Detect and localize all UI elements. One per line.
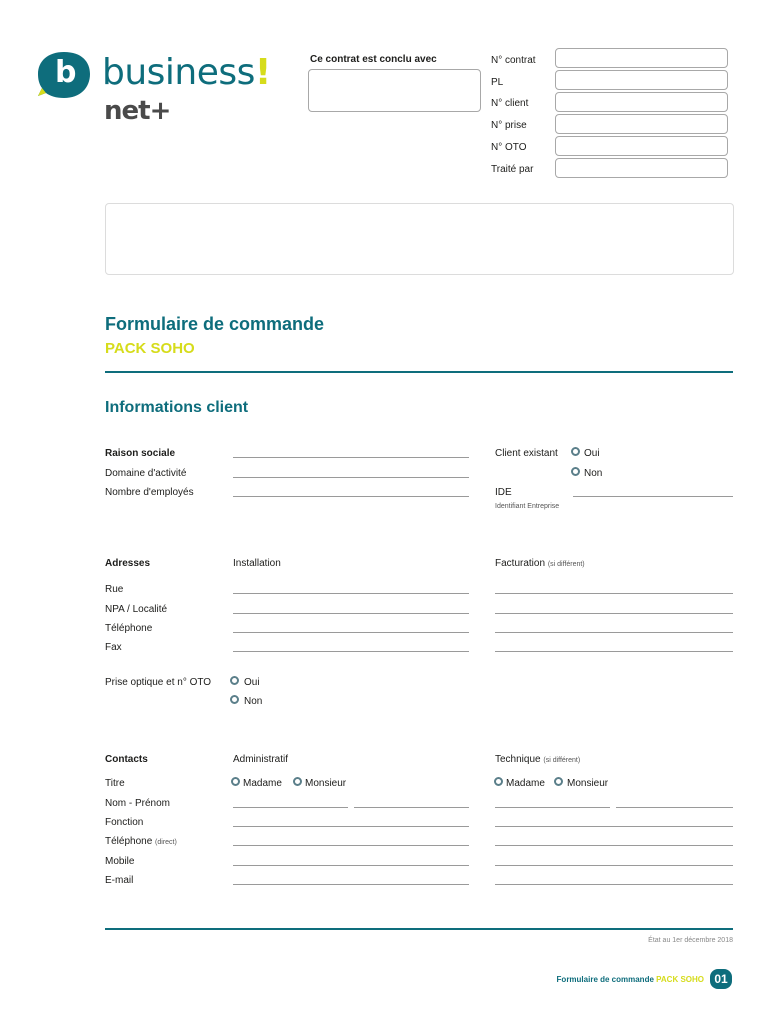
fax-installation-field[interactable] bbox=[233, 651, 469, 652]
rue-label: Rue bbox=[105, 584, 124, 595]
technique-heading-text: Technique bbox=[495, 754, 541, 765]
client-existant-non-label: Non bbox=[584, 468, 603, 479]
facturation-heading bbox=[495, 558, 585, 569]
technique-heading bbox=[495, 754, 580, 765]
client-number-label: N° client bbox=[491, 98, 529, 109]
logo-word-text: business bbox=[102, 52, 255, 93]
tech-madame-label: Madame bbox=[506, 778, 545, 789]
prise-oui-radio[interactable] bbox=[230, 676, 239, 685]
npa-installation-field[interactable] bbox=[233, 613, 469, 614]
tech-fonction-field[interactable] bbox=[495, 826, 733, 827]
notes-box[interactable] bbox=[105, 203, 734, 275]
prise-oui-label: Oui bbox=[244, 677, 260, 688]
contract-number-field[interactable] bbox=[555, 48, 728, 68]
contract-label: Ce contrat est conclu avec bbox=[310, 54, 437, 65]
oto-number-field[interactable] bbox=[555, 136, 728, 156]
admin-fonction-field[interactable] bbox=[233, 826, 469, 827]
client-existant-non-radio[interactable] bbox=[571, 467, 580, 476]
admin-madame-label: Madame bbox=[243, 778, 282, 789]
email-label: E-mail bbox=[105, 875, 134, 886]
fax-facturation-field[interactable] bbox=[495, 651, 733, 652]
admin-prenom-field[interactable] bbox=[354, 807, 469, 808]
admin-madame-radio[interactable] bbox=[231, 777, 240, 786]
contract-with-field[interactable] bbox=[308, 69, 481, 112]
administratif-heading: Administratif bbox=[233, 754, 289, 765]
adresses-heading: Adresses bbox=[105, 558, 151, 569]
admin-telephone-field[interactable] bbox=[233, 845, 469, 846]
admin-monsieur-label: Monsieur bbox=[305, 778, 347, 789]
admin-nom-field[interactable] bbox=[233, 807, 348, 808]
employes-label: Nombre d'employés bbox=[105, 487, 194, 498]
tech-telephone-field[interactable] bbox=[495, 845, 733, 846]
contact-telephone-label bbox=[105, 836, 177, 847]
telephone-facturation-field[interactable] bbox=[495, 632, 733, 633]
contact-telephone-text: Téléphone bbox=[105, 836, 153, 847]
treated-by-label: Traité par bbox=[491, 164, 534, 175]
tech-nom-field[interactable] bbox=[495, 807, 610, 808]
employes-field[interactable] bbox=[233, 496, 469, 497]
client-existant-oui-radio[interactable] bbox=[571, 447, 580, 456]
logo-exclaim: ! bbox=[254, 52, 271, 93]
contact-telephone-note: (direct) bbox=[155, 839, 177, 846]
pl-label: PL bbox=[491, 77, 504, 88]
sub-logo: net+ bbox=[104, 96, 171, 126]
raison-sociale-label: Raison sociale bbox=[105, 448, 176, 459]
page-title: Formulaire de commande bbox=[105, 314, 325, 334]
footer-etat: État au 1er décembre 2018 bbox=[648, 937, 733, 944]
client-existant-label: Client existant bbox=[495, 448, 558, 459]
admin-monsieur-radio[interactable] bbox=[293, 777, 302, 786]
oto-number-label: N° OTO bbox=[491, 142, 527, 153]
footer-doc-name: Formulaire de commande bbox=[556, 975, 654, 984]
contract-number-label: N° contrat bbox=[491, 55, 536, 66]
footer-doc-title bbox=[557, 975, 704, 984]
brand-logo bbox=[36, 50, 276, 130]
technique-note: (si différent) bbox=[543, 757, 581, 764]
prise-non-radio[interactable] bbox=[230, 695, 239, 704]
nom-label: Nom - Prénom bbox=[105, 798, 171, 809]
prise-non-label: Non bbox=[244, 696, 263, 707]
tech-monsieur-label: Monsieur bbox=[567, 778, 609, 789]
tech-mobile-field[interactable] bbox=[495, 865, 733, 866]
treated-by-field[interactable] bbox=[555, 158, 728, 178]
tech-prenom-field[interactable] bbox=[616, 807, 733, 808]
pl-field[interactable] bbox=[555, 70, 728, 90]
admin-email-field[interactable] bbox=[233, 884, 469, 885]
tech-email-field[interactable] bbox=[495, 884, 733, 885]
domaine-field[interactable] bbox=[233, 477, 469, 478]
titre-label: Titre bbox=[105, 778, 125, 789]
page-number-badge: 01 bbox=[710, 969, 732, 989]
prise-number-label: N° prise bbox=[491, 120, 527, 131]
title-divider bbox=[105, 371, 733, 373]
contacts-heading: Contacts bbox=[105, 754, 148, 765]
fonction-label: Fonction bbox=[105, 817, 144, 828]
footer-divider bbox=[105, 928, 733, 930]
ide-field[interactable] bbox=[573, 496, 733, 497]
logo-word bbox=[102, 52, 271, 93]
client-existant-oui-label: Oui bbox=[584, 448, 600, 459]
facturation-heading-text: Facturation bbox=[495, 558, 546, 569]
footer-doc-pack: PACK SOHO bbox=[656, 975, 704, 984]
client-number-field[interactable] bbox=[555, 92, 728, 112]
raison-sociale-field[interactable] bbox=[233, 457, 469, 458]
npa-facturation-field[interactable] bbox=[495, 613, 733, 614]
installation-heading: Installation bbox=[233, 558, 281, 569]
ide-sublabel: Identifiant Entreprise bbox=[495, 503, 560, 510]
rue-facturation-field[interactable] bbox=[495, 593, 733, 594]
npa-label: NPA / Localité bbox=[105, 604, 168, 615]
prise-number-field[interactable] bbox=[555, 114, 728, 134]
telephone-label: Téléphone bbox=[105, 623, 153, 634]
facturation-note: (si différent) bbox=[547, 561, 585, 568]
admin-mobile-field[interactable] bbox=[233, 865, 469, 866]
fax-label: Fax bbox=[105, 642, 122, 653]
page-subtitle: PACK SOHO bbox=[105, 340, 195, 357]
mobile-label: Mobile bbox=[105, 856, 135, 867]
tech-monsieur-radio[interactable] bbox=[554, 777, 563, 786]
client-section-heading: Informations client bbox=[105, 399, 249, 416]
tech-madame-radio[interactable] bbox=[494, 777, 503, 786]
telephone-installation-field[interactable] bbox=[233, 632, 469, 633]
ide-label: IDE bbox=[495, 487, 512, 498]
rue-installation-field[interactable] bbox=[233, 593, 469, 594]
prise-label: Prise optique et n° OTO bbox=[105, 677, 212, 688]
domaine-label: Domaine d'activité bbox=[105, 468, 187, 479]
logo-letter: b bbox=[55, 55, 77, 90]
